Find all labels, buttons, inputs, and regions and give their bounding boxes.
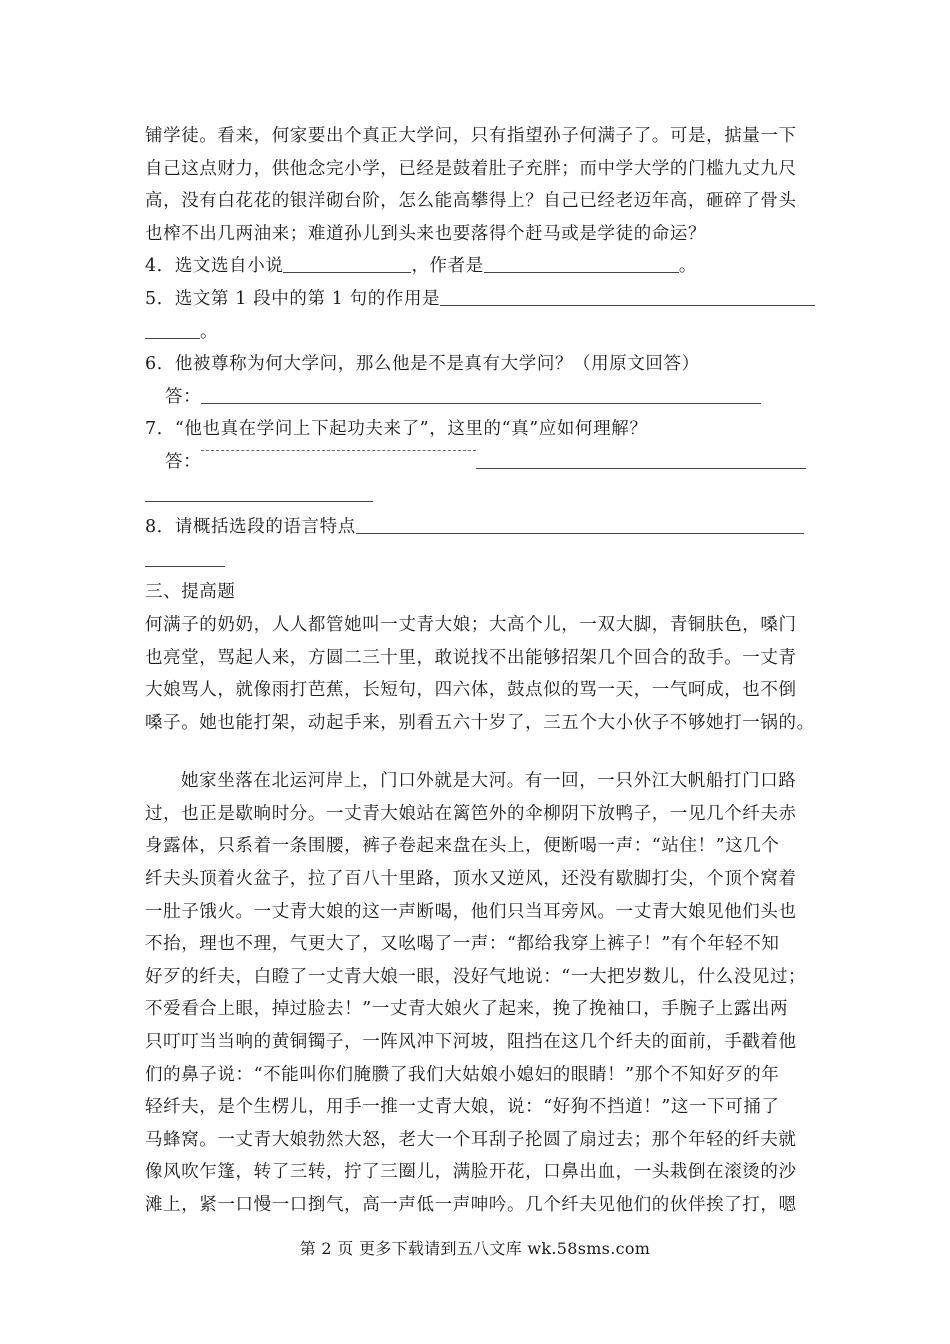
- text-line: 大娘骂人，就像雨打芭蕉，长短句，四六体，鼓点似的骂一天，一气呵成，也不倒: [145, 680, 797, 701]
- text-line: 像风吹乍篷，转了三转，拧了三圈儿，满脸开花，口鼻出血，一头栽倒在滚烫的沙: [145, 1162, 797, 1183]
- question-6: 6．他被尊称为何大学问，那么他是不是真有大学问？（用原文回答）: [145, 354, 700, 375]
- question-5: [145, 283, 815, 316]
- dashed-divider: [201, 450, 476, 459]
- question-5-continued: [145, 316, 815, 349]
- question-6-answer: [145, 381, 815, 414]
- answer-blank-author[interactable]: [484, 250, 679, 273]
- text-line: 铺学徒。看来，何家要出个真正大学问，只有指望孙子何满子了。可是，掂量一下: [145, 126, 797, 146]
- text-line: 也亮堂，骂起人来，方圆二三十里，敢说找不出能够招架几个回合的敌手。一丈青: [145, 647, 797, 668]
- answer-blank-q7[interactable]: [476, 446, 806, 469]
- answer-blank-q8[interactable]: [356, 511, 804, 534]
- text-line: 轻纤夫，是个生楞儿，用手一推一丈青大娘，说：“好狗不挡道！”这一下可捅了: [145, 1097, 780, 1118]
- answer-blank-q5-cont[interactable]: [145, 316, 200, 339]
- question-8: [145, 511, 815, 544]
- text-line: 嗓子。她也能打架，动起手来，别看五六十岁了，三五个大小伙子不够她打一锅的。: [145, 712, 815, 733]
- text-line: 只叮叮当当响的黄铜镯子，一阵风冲下河坡，阻挡在这几个纤夫的面前，手戳着他: [145, 1032, 797, 1053]
- answer-blank-q7-cont[interactable]: [145, 479, 373, 502]
- text-line: 自己这点财力，供他念完小学，已经是鼓着肚子充胖；而中学大学的门槛九丈九尺: [145, 158, 797, 179]
- question-4: [145, 250, 815, 283]
- page-content: [145, 120, 815, 1222]
- text-line: 何满子的奶奶，人人都管她叫一丈青大娘；大高个儿，一双大脚，青铜肤色，嗓门: [145, 614, 797, 635]
- answer-label: 答：: [165, 386, 202, 407]
- question-5-text: 5．选文第 1 段中的第 1 句的作用是: [145, 288, 441, 309]
- text-line: 高，没有白花花的银洋砌台阶，怎么能高攀得上？自己已经老迈年高，砸碎了骨头: [145, 191, 797, 212]
- text-line: 不抬，理也不理，气更大了，又吆喝了一声：“都给我穿上裤子！”有个年轻不知: [145, 934, 780, 955]
- text-line: 过，也正是歇晌时分。一丈青大娘站在篱笆外的伞柳阴下放鸭子，一见几个纤夫赤: [145, 803, 797, 824]
- question-7-answer: [145, 446, 815, 479]
- page-footer: 第 2 页 更多下载请到五八文库 wk.58sms.com: [299, 1239, 651, 1258]
- text-line: 一肚子饿火。一丈青大娘的这一声断喝，他们只当耳旁风。一丈青大娘见他们头也: [145, 901, 797, 922]
- section-title: 三、提高题: [145, 582, 236, 603]
- question-7: 7．“他也真在学问上下起功夫来了”，这里的“真”应如何理解？: [145, 419, 648, 440]
- answer-label: 答：: [165, 451, 202, 472]
- question-4-end: 。: [678, 256, 697, 277]
- question-4-text-author: ，作者是: [411, 256, 484, 277]
- paragraph-gap: [145, 739, 815, 765]
- question-5-end: 。: [200, 321, 219, 342]
- question-7-continued: [145, 479, 815, 512]
- text-line: 们的鼻子说：“不能叫你们腌臜了我们大姑娘小媳妇的眼睛！”那个不知好歹的年: [145, 1064, 780, 1085]
- answer-blank-q5[interactable]: [440, 283, 815, 306]
- question-8-continued: [145, 544, 815, 577]
- text-line: 好歹的纤夫，白瞪了一丈青大娘一眼，没好气地说：“一大把岁数儿，什么没见过；: [145, 966, 807, 987]
- question-4-text: 4．选文选自小说: [145, 256, 284, 277]
- text-line: 滩上，紧一口慢一口捯气，高一声低一声呻吟。几个纤夫见他们的伙伴挨了打，嗯: [145, 1195, 797, 1215]
- text-line: 马蜂窝。一丈青大娘勃然大怒，老大一个耳刮子抡圆了扇过去；那个年轻的纤夫就: [145, 1129, 797, 1150]
- answer-blank-novel[interactable]: [283, 250, 411, 273]
- text-line: 不爱看合上眼，掉过脸去！”一丈青大娘火了起来，挽了挽袖口，手腕子上露出两: [145, 999, 789, 1020]
- text-line: 她家坐落在北运河岸上，门口外就是大河。有一回，一只外江大帆船打门口路: [181, 771, 797, 792]
- answer-blank-q6[interactable]: [201, 381, 761, 404]
- answer-blank-q8-cont[interactable]: [145, 544, 225, 567]
- text-line: 纤夫头顶着火盆子，拉了百八十里路，顶水又逆风，还没有歇脚打尖，个顶个窝着: [145, 869, 797, 890]
- text-line: 也榨不出几两油来；难道孙儿到头来也要落得个赶马或是学徒的命运？: [145, 223, 707, 244]
- text-line: 身露体，只系着一条围腰，裤子卷起来盘在头上，便断喝一声：“站住！”这几个: [145, 836, 780, 857]
- question-8-text: 8．请概括选段的语言特点: [145, 517, 356, 538]
